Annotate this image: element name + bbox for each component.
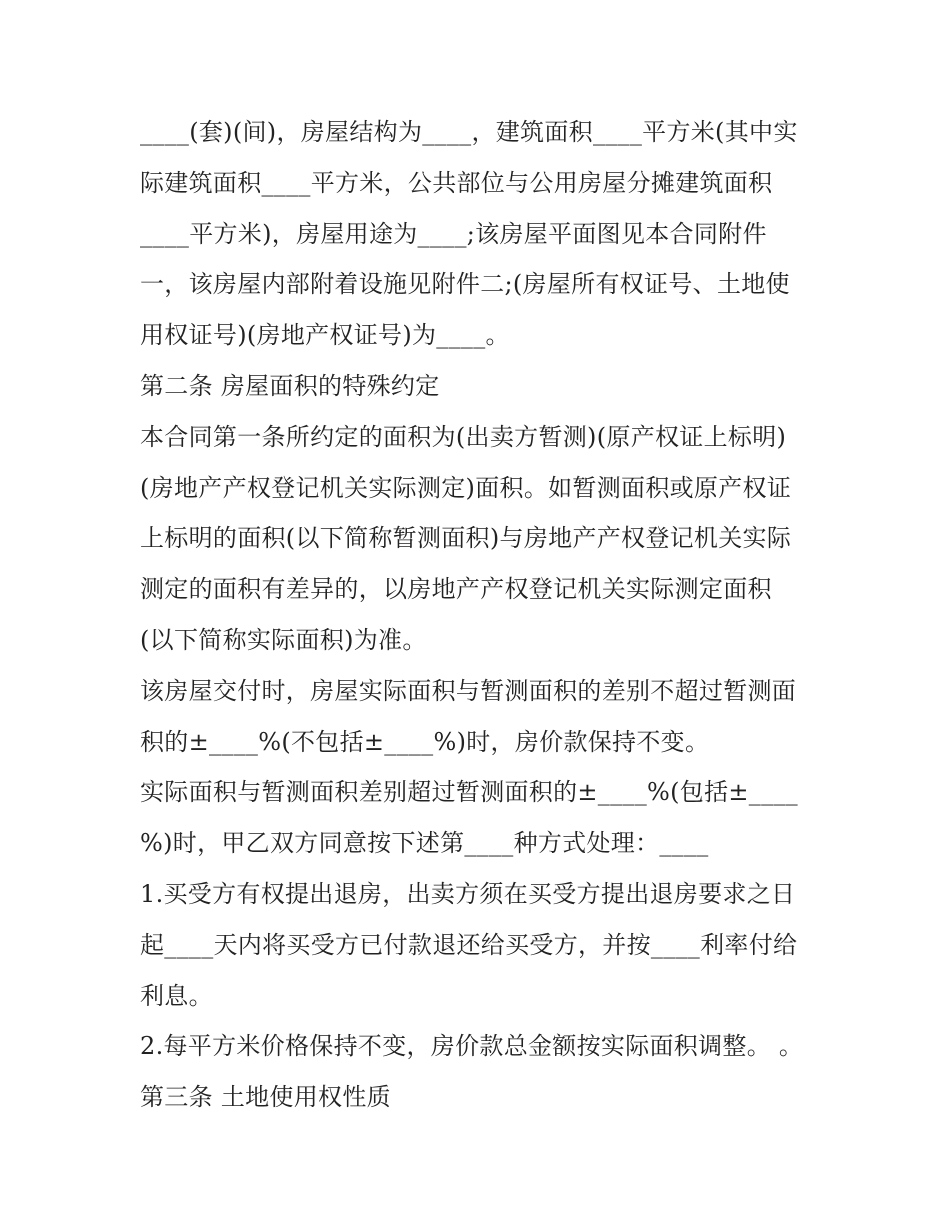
text-line: %)时，甲乙双方同意按下述第____种方式处理：____ xyxy=(140,829,709,858)
text-line: 积的±____%(不包括±____%)时，房价款保持不变。 xyxy=(140,727,710,756)
text-line: 利息。 xyxy=(140,981,213,1010)
text-line: (以下简称实际面积)为准。 xyxy=(140,625,427,654)
section-heading: 第三条 土地使用权性质 xyxy=(140,1083,391,1112)
text-line: (房地产产权登记机关实际测定)面积。如暂测面积或原产权证 xyxy=(140,473,792,502)
text-line: 本合同第一条所约定的面积为(出卖方暂测)(原产权证上标明) xyxy=(140,422,787,451)
text-line: 一，该房屋内部附着设施见附件二;(房屋所有权证号、土地使 xyxy=(140,270,790,299)
list-item: 2.每平方米价格保持不变，房价款总金额按实际面积调整。 。 xyxy=(140,1032,804,1061)
document-body xyxy=(140,107,820,1123)
text-line: 起____天内将买受方已付款退还给买受方，并按____利率付给 xyxy=(140,930,798,959)
text-line: 测定的面积有差异的，以房地产产权登记机关实际测定面积 xyxy=(140,575,772,604)
text-line: 上标明的面积(以下简称暂测面积)与房地产产权登记机关实际 xyxy=(140,524,792,553)
text-line: 实际面积与暂测面积差别超过暂测面积的±____%(包括±____ xyxy=(140,778,798,807)
list-item: 1.买受方有权提出退房，出卖方须在买受方提出退房要求之日 xyxy=(140,879,796,908)
text-line: ____平方米)，房屋用途为____;该房屋平面图见本合同附件 xyxy=(140,219,767,248)
section-heading: 第二条 房屋面积的特殊约定 xyxy=(140,371,440,400)
text-line: 际建筑面积____平方米，公共部位与公用房屋分摊建筑面积 xyxy=(140,168,773,197)
text-line: 该房屋交付时，房屋实际面积与暂测面积的差别不超过暂测面 xyxy=(140,676,797,705)
text-line: 用权证号)(房地产权证号)为____。 xyxy=(140,321,510,350)
text-line: ____(套)(间)，房屋结构为____，建筑面积____平方米(其中实 xyxy=(140,118,798,146)
